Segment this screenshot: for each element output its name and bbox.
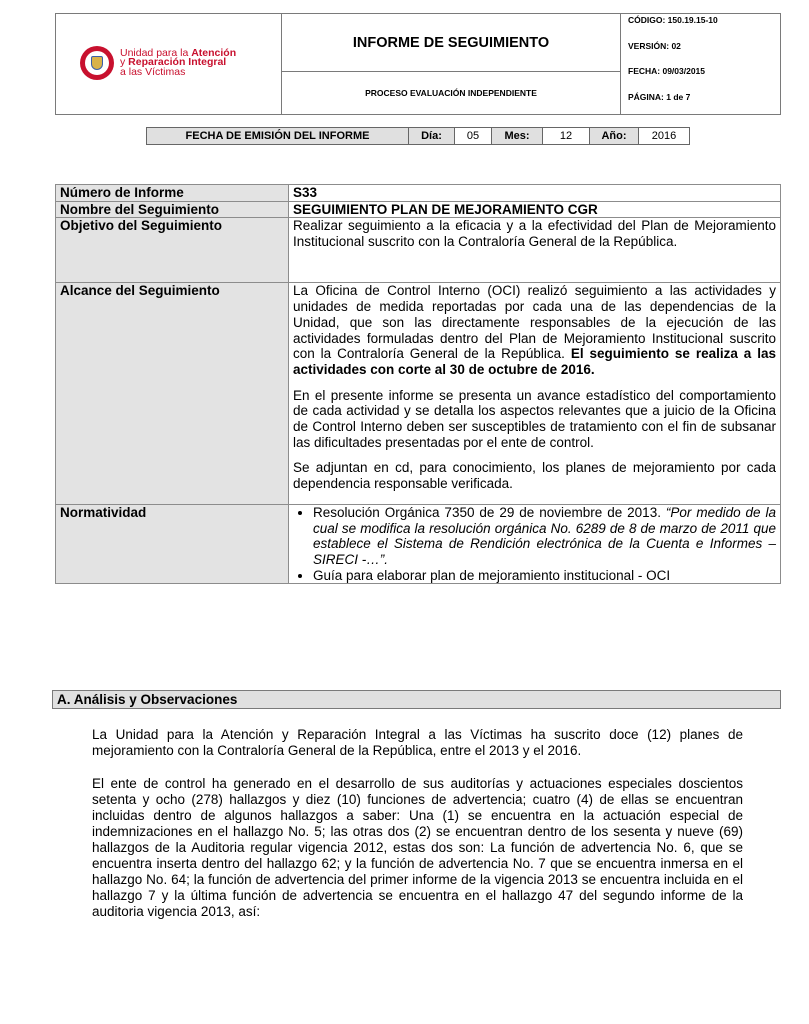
logo-cell [56, 14, 282, 114]
report-number-value: S33 [289, 185, 781, 202]
logo-line1-bold: Atención [191, 46, 237, 59]
followup-name-value: SEGUIMIENTO PLAN DE MEJORAMIENTO CGR [289, 201, 781, 218]
logo-line3: a las Víctimas [120, 65, 186, 78]
logo-line1: Unidad para la [120, 46, 192, 59]
day-label: Día: [409, 128, 455, 144]
norms-list [293, 505, 776, 584]
table-row [56, 185, 781, 202]
table-row [56, 283, 781, 504]
page-number: PÁGINA: 1 de 7 [628, 92, 691, 102]
list-item [313, 505, 776, 568]
issue-date-bar [146, 127, 690, 145]
norms-value [289, 504, 781, 584]
analysis-paragraph-1: La Unidad para la Atención y Reparación Integral a las Víctimas ha suscrito doce (12) planes de mejoramiento con la Contraloría General de la República, entre el 2013 y el 2016. [92, 727, 743, 758]
document-date: FECHA: 09/03/2015 [628, 66, 706, 76]
scope-value [289, 283, 781, 504]
document-version: VERSIÓN: 02 [628, 41, 681, 51]
table-row [56, 218, 781, 283]
scope-paragraph-2: En el presente informe se presenta un avance estadístico del comportamiento de cada actividad y se detalla los aspectos relevantes que a juicio de la Oficina de Control Interno deben ser susceptibles de tratamiento con el fin de subsanar las dificultades presentadas por el ente de control. [293, 387, 776, 450]
report-number-label: Número de Informe [56, 185, 289, 202]
table-row [56, 201, 781, 218]
document-header [55, 13, 781, 115]
followup-name-label: Nombre del Seguimiento [56, 201, 289, 218]
objective-label: Objetivo del Seguimiento [56, 218, 289, 283]
scope-p1-text: La Oficina de Control Interno (OCI) realizó seguimiento a las actividades y unidades de medida reportadas por cada una de las dependencias de la Unidad, que son las directamente responsables de la ejecución de las actividades formuladas dentro del Plan de Mejoramiento Institucional suscrito con la Contraloría General de la República. [293, 283, 776, 362]
norm-text: Guía para elaborar plan de mejoramiento institucional - OCI [313, 567, 671, 583]
month-label: Mes: [492, 128, 543, 144]
document-code: CÓDIGO: 150.19.15-10 [628, 15, 718, 25]
unidad-victimas-logo [80, 46, 236, 80]
scope-paragraph-1 [293, 283, 776, 377]
document-metadata [621, 14, 780, 114]
section-heading: A. Análisis y Observaciones [52, 690, 781, 709]
process-name: PROCESO EVALUACIÓN INDEPENDIENTE [282, 72, 621, 114]
document-title: INFORME DE SEGUIMIENTO [282, 14, 621, 72]
analysis-paragraph-2: El ente de control ha generado en el desarrollo de sus auditorías y actuaciones especiales doscientos setenta y ocho (278) hallazgos y diez (10) funciones de advertencia; cuatro (4) de ellas se encuentran incluidas dentro de algunos hallazgos a saber: Una (1) se encuentra en la actuación especial de indemnizaciones en el hallazgo No. 5; las otras dos (2) se encuentran dentro de los sesenta y nueve (69) hallazgos de la Auditoria regular vigencia 2012, estas dos son: La función de advertencia No. 6, que se encuentra inserta dentro del hallazgo 62; y la función de advertencia No. 7 que se encuentra inmersa en el hallazgo No. 64; la función de advertencia del primer informe de la vigencia 2013 se encuentra incluida en el hallazgo 7 y la última función de advertencia se encuentra en el hallazgo 47 del segundo informe de la auditoria vigencia 2013, así: [92, 776, 743, 919]
scope-label: Alcance del Seguimiento [56, 283, 289, 504]
logo-line2: y [120, 56, 129, 69]
year-value: 2016 [651, 130, 677, 142]
norm-quote: “Por medido de la cual se modifica la resolución orgánica No. 6289 de 8 de marzo de 2011 que establece el Sistema de Rendición electrónica de la Cuenta e Informes – SIRECI -…”. [313, 504, 776, 567]
norms-label: Normatividad [56, 504, 289, 584]
coat-of-arms-seal-icon [80, 46, 114, 80]
norm-text: Resolución Orgánica 7350 de 29 de noviembre de 2013. [313, 504, 666, 520]
list-item [313, 568, 776, 584]
report-info-table [55, 184, 781, 584]
logo-line2-bold: Reparación Integral [128, 56, 227, 69]
objective-value: Realizar seguimiento a la eficacia y a la efectividad del Plan de Mejoramiento Institucional suscrito con la Contraloría General de la República. [289, 218, 781, 283]
logo-wordmark [120, 46, 237, 78]
scope-paragraph-3: Se adjuntan en cd, para conocimiento, los planes de mejoramiento por cada dependencia responsable verificada. [293, 460, 776, 492]
table-row [56, 504, 781, 584]
month-value: 12 [543, 128, 590, 144]
day-value: 05 [455, 128, 492, 144]
issue-date-label: FECHA DE EMISIÓN DEL INFORME [147, 128, 409, 144]
scope-p1-bold: El seguimiento se realiza a las actividades con corte al 30 de octubre de 2016. [293, 346, 777, 377]
year-label: Año: [590, 128, 639, 144]
